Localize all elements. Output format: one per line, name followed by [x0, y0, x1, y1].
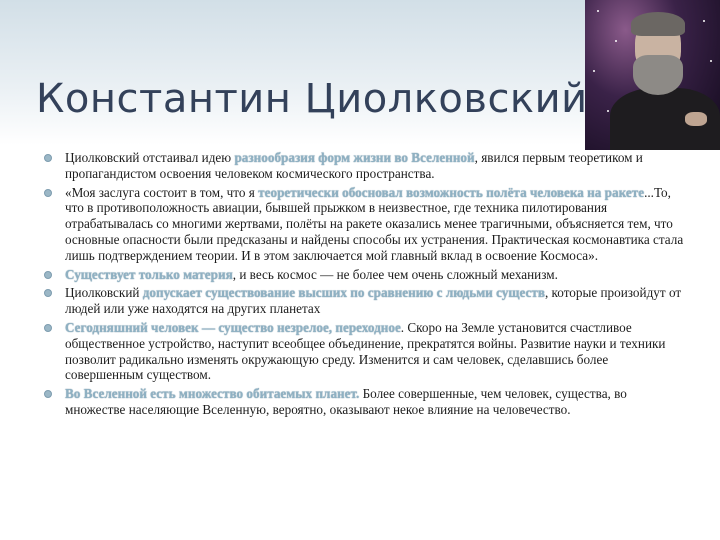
bullet-item: [44, 185, 684, 264]
bullet-item: [44, 267, 684, 283]
highlighted-text: Во Вселенной есть множество обитаемых планет.: [65, 386, 360, 402]
bullet-icon: [44, 271, 52, 279]
bullet-text: , которые произойдут от людей или уже находятся на других планетах: [65, 285, 682, 317]
bullet-item: [44, 386, 684, 418]
page-title: Константин Циолковский: [36, 76, 588, 122]
bullet-list: [44, 150, 684, 421]
bullet-icon: [44, 324, 52, 332]
bullet-item: [44, 285, 684, 317]
bullet-text: ...То, что в противоположность авиации, бывшей прыжком в неизвестное, где техника пилотирования отрабатывалась со многими жертвами, полёты на ракете оказались менее трагичными, объясняется тем, что основные опасности были предсказаны и найдены способы их устранения. Практическая космонавтика стала лишь подтверждением теории. И в этом заключается мой главный вклад в освоение Космоса».: [65, 184, 684, 263]
bullet-icon: [44, 189, 52, 197]
bullet-text: , явился первым теоретиком и пропагандистом освоения человеком космического пространства.: [65, 150, 643, 181]
bullet-text: , и весь космос — не более чем очень сложный механизм.: [232, 266, 558, 282]
bullet-icon: [44, 390, 52, 398]
highlighted-text: Существует только материя: [65, 266, 233, 282]
bullet-text: «Моя заслуга состоит в том, что я: [65, 184, 259, 200]
portrait-photo: [585, 0, 720, 150]
bullet-text: Циолковский: [65, 285, 143, 301]
bullet-item: [44, 150, 684, 182]
bullet-icon: [44, 154, 52, 162]
bullet-text: . Скоро на Земле установится счастливое общественное устройство, наступит всеобщее объединение, прекратятся войны. Развитие науки и техники позволит радикально изменять окружающую среду. Изменится и сам человек, сделавшись более совершенным существом.: [65, 319, 666, 383]
bullet-text: Циолковский отстаивал идею: [65, 150, 235, 165]
highlighted-text: теоретически обосновал возможность полёта человека на ракете: [258, 184, 645, 200]
highlighted-text: разнообразия форм жизни во Вселенной: [234, 150, 475, 165]
bullet-item: [44, 320, 684, 383]
bullet-icon: [44, 289, 52, 297]
bullet-text: Более совершенные, чем человек, существа, во множестве населяющие Вселенную, вероятно, оказывают некое влияние на человечество.: [65, 386, 627, 417]
highlighted-text: допускает существование высших по сравнению с людьми существ: [142, 285, 545, 301]
highlighted-text: Сегодняшний человек — существо незрелое, переходное: [65, 319, 401, 335]
